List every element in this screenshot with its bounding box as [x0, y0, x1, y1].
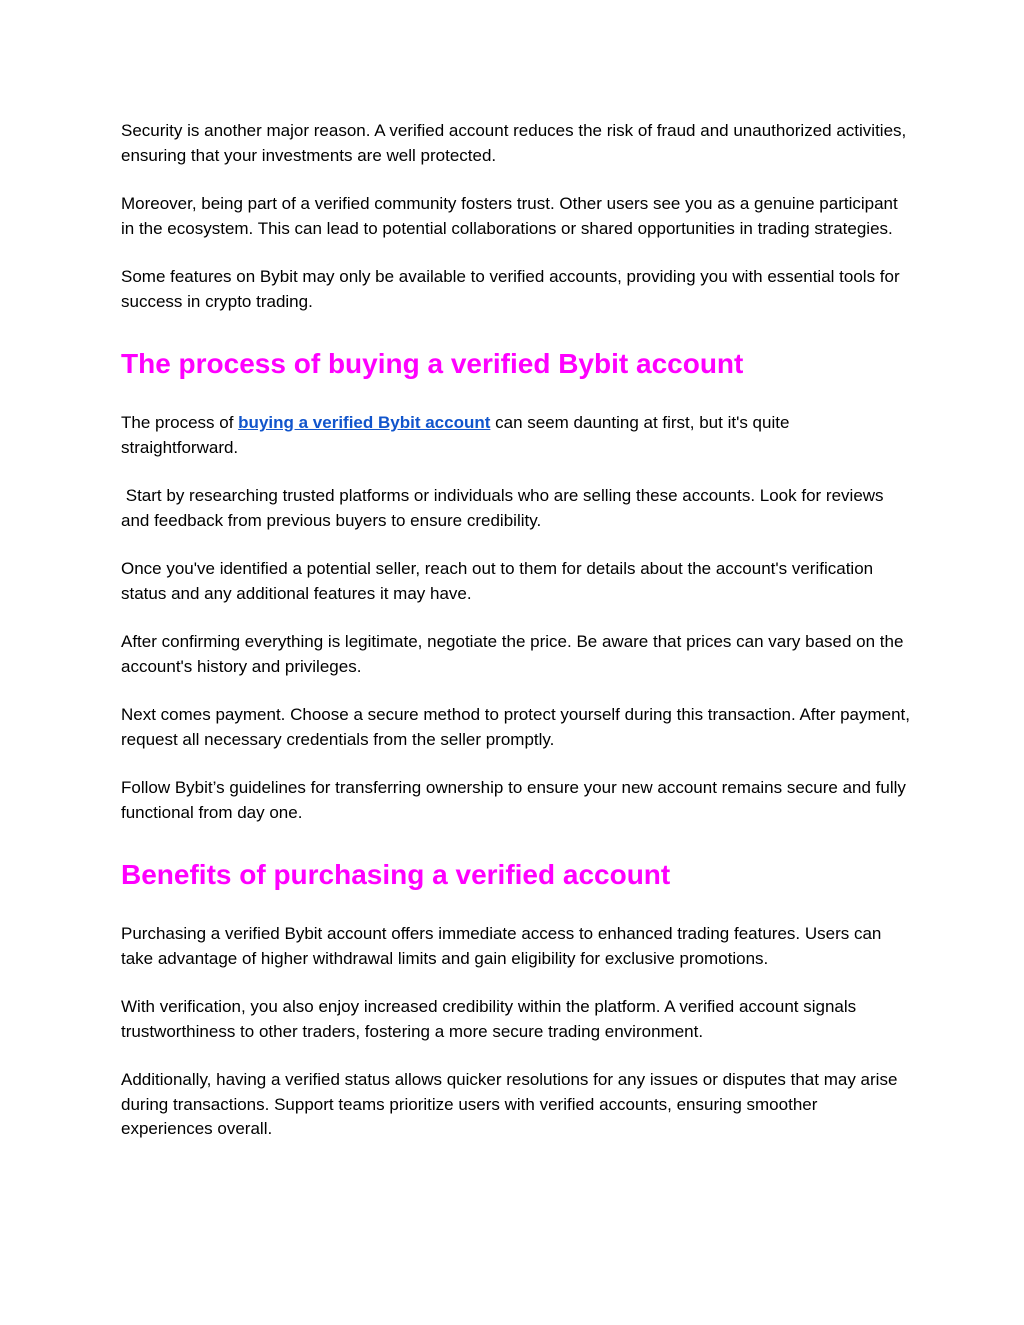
- paragraph-credibility: With verification, you also enjoy increased credibility within the platform. A verified account signals trustworthiness to other traders, fostering a more secure trading environment.: [121, 997, 857, 1041]
- paragraph-payment: Next comes payment. Choose a secure method to protect yourself during this transaction. After payment, request all necessary credentials from the seller promptly.: [121, 705, 911, 749]
- paragraph-security: Security is another major reason. A verified account reduces the risk of fraud and unauthorized activities, ensuring that your investments are well protected.: [121, 121, 907, 165]
- paragraph-immediate-access: Purchasing a verified Bybit account offers immediate access to enhanced trading features. Users can take advantage of higher withdrawal limits and gain eligibility for exclusive promotions.: [121, 924, 882, 968]
- paragraph-guidelines: Follow Bybit’s guidelines for transferring ownership to ensure your new account remains secure and fully functional from day one.: [121, 778, 906, 822]
- paragraph-resolutions: Additionally, having a verified status allows quicker resolutions for any issues or disputes that may arise during transactions. Support teams prioritize users with verified accounts, ensuring smoother experiences overall.: [121, 1070, 898, 1138]
- paragraph-negotiate: After confirming everything is legitimate, negotiate the price. Be aware that prices can vary based on the account's history and privileges.: [121, 632, 904, 676]
- heading-benefits: Benefits of purchasing a verified account: [121, 859, 671, 890]
- buy-verified-account-link[interactable]: buying a verified Bybit account: [238, 413, 491, 432]
- paragraph-process-intro: [121, 411, 911, 460]
- process-intro-before: The process of: [121, 413, 239, 432]
- paragraph-research: Start by researching trusted platforms or individuals who are selling these accounts. Look for reviews and feedback from previous buyers to ensure credibility.: [121, 486, 889, 530]
- document-page: [121, 119, 911, 1142]
- paragraph-community-trust: Moreover, being part of a verified community fosters trust. Other users see you as a genuine participant in the ecosystem. This can lead to potential collaborations or shared opportunities in trading strategies.: [121, 194, 898, 238]
- paragraph-contact-seller: Once you've identified a potential seller, reach out to them for details about the account's verification status and any additional features it may have.: [121, 559, 874, 603]
- process-intro-after: can seem daunting at first, but it's quite straightforward.: [121, 413, 790, 457]
- heading-process: The process of buying a verified Bybit account: [121, 348, 744, 379]
- paragraph-features: Some features on Bybit may only be available to verified accounts, providing you with essential tools for success in crypto trading.: [121, 267, 900, 311]
